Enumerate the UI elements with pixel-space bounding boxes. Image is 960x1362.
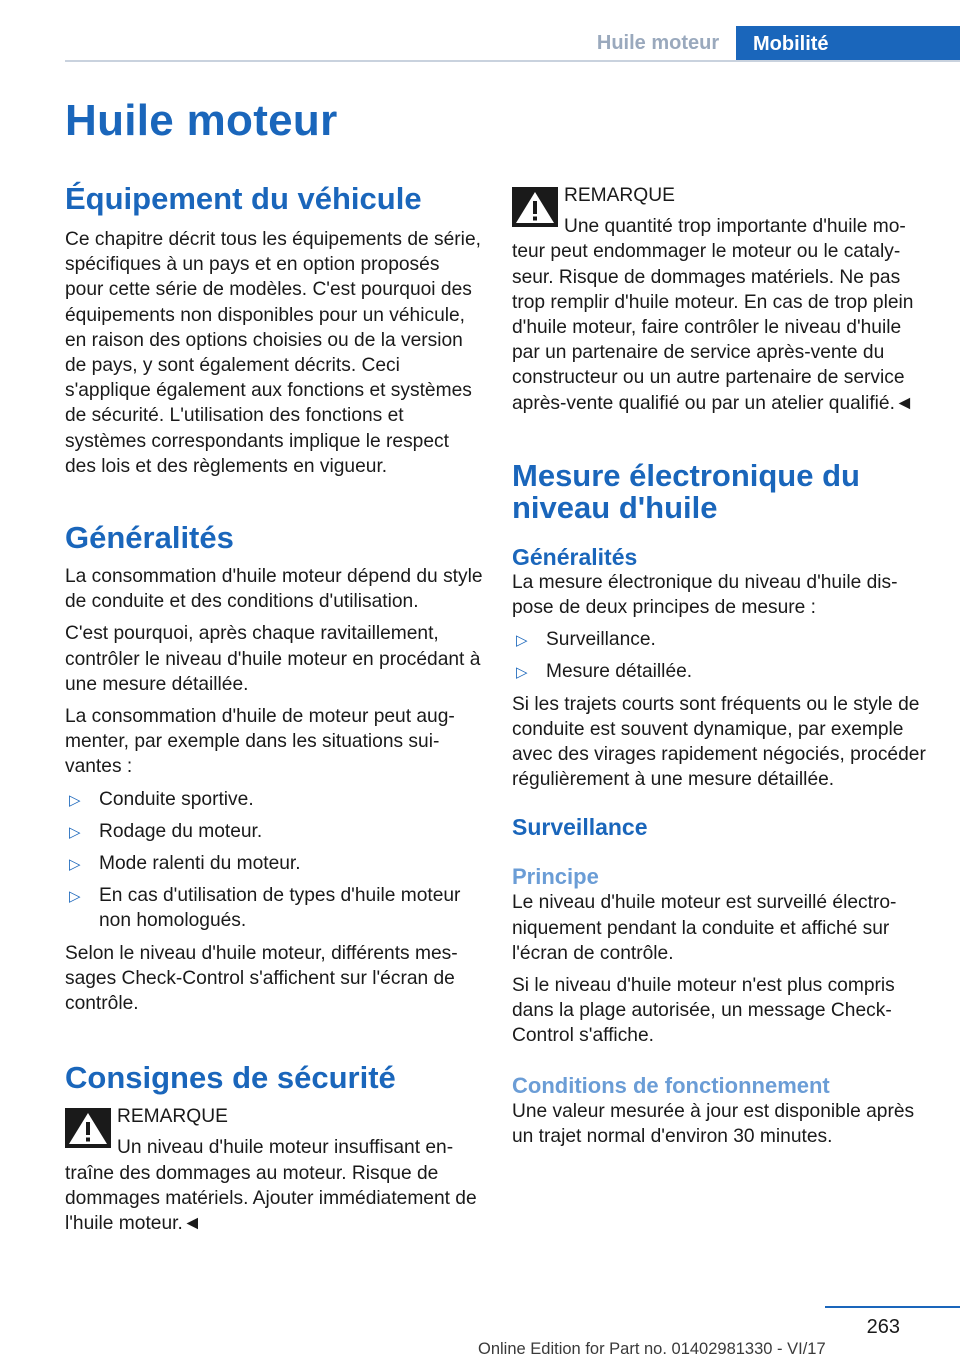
warning-text: Une quantité trop importante d'huile moteur peut endommager le moteur ou le catalyseur. Risque de dommages matériels. Ne pas trop remplir d'huile moteur. En cas de trop plein d'huile moteur, faire contrôler le niveau d'huile par un partenaire de service après-vente du constructeur ou un autre partenaire de service après-vente qualifié ou par un atelier qualifié.◄ — [512, 216, 914, 414]
general-paragraph-4: Selon le niveau d'huile moteur, différents messages Check-Control s'affichent sur l'écran de contrôle. — [65, 942, 458, 1015]
equipment-heading: Équipement du véhicule — [65, 181, 422, 216]
warning-triangle-icon — [512, 187, 558, 227]
list-item: ▷ Mesure détaillée. — [512, 659, 930, 684]
list-item: ▷ Surveillance. — [512, 627, 930, 652]
conditions-subheading: Conditions de fonctionnement — [512, 1072, 830, 1098]
conditions-text: Une valeur mesurée à jour est disponible après un trajet normal d'environ 30 minutes. — [512, 1100, 915, 1147]
warning-text: Un niveau d'huile moteur insuffisant entraîne des dommages au moteur. Risque de dommages matériels. Ajouter immédiatement de l'huile moteur.◄ — [65, 1137, 477, 1235]
header-divider — [65, 60, 960, 62]
measure-general-paragraph-2: Si les trajets courts sont fréquents ou le style de conduite est souvent dynamique, par exemple avec des virages rapidement négociés, procéder régulièrement à une mesure détaillée. — [512, 693, 926, 791]
measure-general-text: La mesure électronique du niveau d'huile dispose de deux principes de mesure : — [512, 571, 898, 619]
list-item: ▷ Rodage du moteur. — [65, 819, 483, 844]
triangle-bullet-icon: ▷ — [69, 856, 81, 874]
triangle-bullet-icon: ▷ — [69, 791, 81, 809]
warning-triangle-icon — [65, 1108, 111, 1148]
header-section-label: Huile moteur — [596, 31, 720, 54]
safety-heading: Consignes de sécurité — [65, 1060, 396, 1096]
warning-notice — [65, 1104, 483, 1236]
warning-label: REMARQUE — [564, 185, 675, 206]
header-tab-mobilite[interactable]: Mobilité — [736, 26, 960, 62]
general-paragraph-2: C'est pourquoi, après chaque ravitaillement, contrôler le niveau d'huile moteur en procédant à une mesure détaillée. — [65, 623, 481, 695]
situations-list — [65, 787, 483, 934]
principles-list — [512, 627, 930, 684]
general-paragraph-3: La consommation d'huile de moteur peut augmenter, par exemple dans les situations suivantes : — [65, 706, 455, 778]
page-number: 263 — [866, 1316, 900, 1338]
principle-paragraph-1: Le niveau d'huile moteur est surveillé électroniquement pendant la conduite et affiché sur l'écran de contrôle. — [512, 892, 897, 964]
measure-heading: Mesure électronique du niveau d'huile — [512, 457, 860, 525]
footer-divider — [825, 1306, 960, 1308]
left-column — [65, 183, 483, 1236]
general-heading: Généralités — [65, 520, 234, 556]
principle-subheading: Principe — [512, 864, 599, 890]
equipment-text: Ce chapitre décrit tous les équipements de série, spécifiques à un pays et en option proposés pour cette série de modèles. C'est pourquoi des équipements non disponibles pour un véhicule, en raison des options choisies ou de la version de pays, y sont également décrits. Ceci s'applique également aux fonctions et systèmes de sécurité. L'utilisation des fonctions et systèmes correspondants implique le respect des lois et des règlements en vigueur. — [65, 229, 481, 477]
general-subheading: Généralités — [512, 543, 638, 570]
triangle-bullet-icon: ▷ — [69, 888, 81, 906]
triangle-bullet-icon: ▷ — [516, 664, 528, 682]
triangle-bullet-icon: ▷ — [69, 823, 81, 841]
warning-notice — [512, 183, 930, 416]
triangle-bullet-icon: ▷ — [516, 632, 528, 650]
list-item: ▷ En cas d'utilisation de types d'huile moteur non homologués. — [69, 885, 461, 932]
list-item: ▷ Mode ralenti du moteur. — [65, 851, 483, 876]
list-item: ▷ Conduite sportive. — [65, 787, 483, 812]
edition-text: Online Edition for Part no. 01402981330 - VI/17 — [478, 1340, 826, 1358]
general-paragraph-1: La consommation d'huile moteur dépend du style de conduite et des conditions d'utilisation. — [65, 566, 483, 613]
page-title: Huile moteur — [65, 96, 338, 145]
monitor-subheading: Surveillance — [512, 814, 648, 841]
principle-paragraph-2: Si le niveau d'huile moteur n'est plus compris dans la plage autorisée, un message Check-Control s'affiche. — [512, 975, 895, 1047]
right-column — [512, 183, 930, 1149]
warning-label: REMARQUE — [117, 1106, 228, 1128]
